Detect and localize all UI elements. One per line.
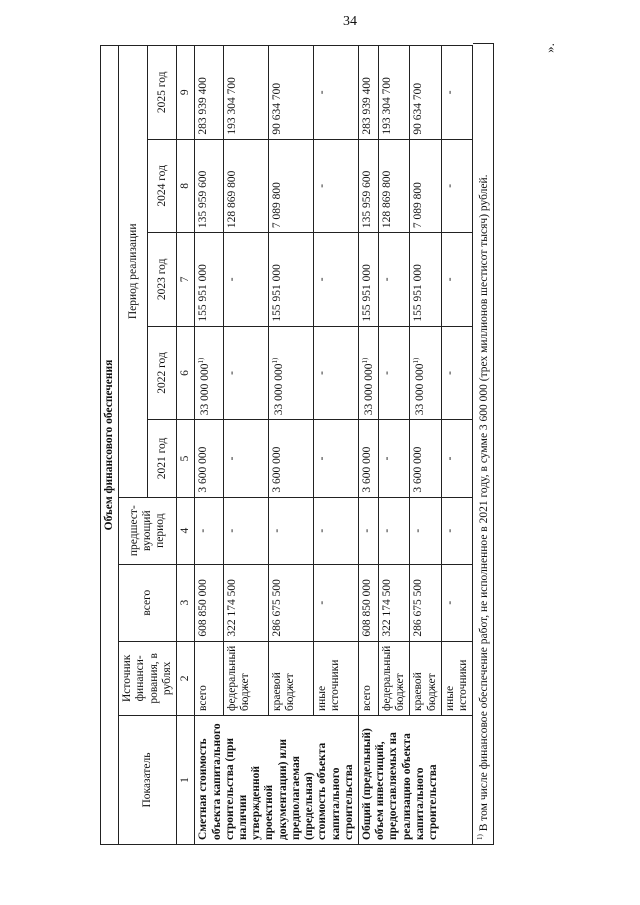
value-cell <box>378 420 409 497</box>
value-cell <box>223 46 268 140</box>
value-cell <box>441 233 472 327</box>
value-cell <box>410 139 441 233</box>
value-cell <box>313 326 358 420</box>
value-cell <box>195 420 224 497</box>
value-text: 155 951 000 <box>412 264 425 322</box>
value-text: - <box>443 600 456 605</box>
value-text: - <box>315 600 328 605</box>
value-text: - <box>360 528 373 533</box>
value-cell <box>195 233 224 327</box>
value-text: - <box>197 528 210 533</box>
value-cell <box>313 564 358 641</box>
page-number: 34 <box>343 14 357 29</box>
rotated-table-container <box>100 45 540 845</box>
closing-quote: ». <box>541 43 557 53</box>
value-cell <box>268 564 313 641</box>
value-text: 193 304 700 <box>225 77 238 135</box>
value-text: 322 174 500 <box>380 579 393 637</box>
column-number: 1 <box>177 716 195 845</box>
value-text: 283 939 400 <box>197 77 210 135</box>
column-number: 4 <box>177 497 195 564</box>
value-text: - <box>443 456 456 461</box>
value-text: - <box>315 528 328 533</box>
value-text: 193 304 700 <box>380 77 393 135</box>
value-cell <box>378 564 409 641</box>
value-text: 128 869 800 <box>225 170 238 229</box>
value-text: 3 600 000 <box>197 446 210 493</box>
column-number: 5 <box>177 420 195 497</box>
value-text: 90 634 700 <box>270 82 283 135</box>
value-cell <box>223 497 268 564</box>
value-text: - <box>225 277 238 282</box>
value-cell <box>223 326 268 420</box>
footnote-ref: 1) <box>412 357 421 364</box>
source-cell: краевой бюджет <box>410 641 441 715</box>
financing-table <box>100 45 473 845</box>
value-text: 33 000 000 <box>199 363 212 416</box>
table-row <box>358 46 378 845</box>
value-cell <box>358 233 378 327</box>
header-source: Источник финанси-рования, в рублях <box>119 641 177 715</box>
header-year: 2024 год <box>148 139 177 233</box>
value-text: - <box>412 528 425 533</box>
table-row <box>195 46 224 845</box>
value-cell <box>195 326 224 420</box>
value-text: 286 675 500 <box>412 579 425 637</box>
value-cell <box>441 139 472 233</box>
value-cell <box>378 46 409 140</box>
value-text: - <box>380 277 393 282</box>
header-year: 2025 год <box>148 46 177 140</box>
value-cell <box>195 497 224 564</box>
table-caption: Объем финансового обеспечения <box>101 46 119 845</box>
value-cell <box>378 139 409 233</box>
value-text: 283 939 400 <box>360 77 373 135</box>
footnote-ref: 1) <box>360 357 369 364</box>
source-cell: всего <box>195 641 224 715</box>
value-text: 155 951 000 <box>270 264 283 322</box>
value-cell <box>313 497 358 564</box>
value-text: - <box>380 371 393 375</box>
value-cell <box>268 233 313 327</box>
header-prev-period: предшест-вующий период <box>119 497 177 564</box>
value-cell <box>268 497 313 564</box>
value-cell <box>410 564 441 641</box>
value-text: - <box>315 90 328 95</box>
value-text: 3 600 000 <box>412 446 425 493</box>
value-cell <box>358 46 378 140</box>
value-cell <box>410 497 441 564</box>
header-year: 2021 год <box>148 420 177 497</box>
value-text: - <box>443 90 456 95</box>
header-indicator: Показатель <box>119 716 177 845</box>
value-cell <box>195 139 224 233</box>
value-text: 608 850 000 <box>197 579 210 637</box>
value-cell <box>195 564 224 641</box>
value-text: 135 959 600 <box>360 170 373 229</box>
value-cell <box>410 46 441 140</box>
value-cell <box>410 420 441 497</box>
source-cell: краевой бюджет <box>268 641 313 715</box>
value-cell <box>410 326 441 420</box>
value-text: 3 600 000 <box>270 446 283 493</box>
footnote <box>473 43 494 845</box>
value-text: 90 634 700 <box>412 82 425 135</box>
value-text: - <box>315 456 328 461</box>
column-number: 3 <box>177 564 195 641</box>
value-text: - <box>225 456 238 461</box>
value-text: - <box>443 371 456 375</box>
value-text: 128 869 800 <box>380 170 393 229</box>
value-text: 322 174 500 <box>225 579 238 637</box>
column-number: 7 <box>177 233 195 327</box>
indicator-label: Общий (предельный) объем инвестиций, предоставляемых на реализацию объекта капитального строительства <box>358 716 472 845</box>
column-number: 6 <box>177 326 195 420</box>
value-cell <box>358 326 378 420</box>
value-cell <box>378 497 409 564</box>
value-cell <box>223 139 268 233</box>
value-cell <box>268 326 313 420</box>
header-year: 2023 год <box>148 233 177 327</box>
value-text: 33 000 000 <box>414 363 427 416</box>
value-cell <box>358 139 378 233</box>
value-cell <box>195 46 224 140</box>
value-cell <box>410 233 441 327</box>
source-cell: федеральный бюджет <box>378 641 409 715</box>
value-cell <box>441 564 472 641</box>
value-cell <box>358 564 378 641</box>
value-cell <box>378 326 409 420</box>
value-cell <box>441 326 472 420</box>
column-number: 9 <box>177 46 195 140</box>
header-year: 2022 год <box>148 326 177 420</box>
value-cell <box>268 420 313 497</box>
value-text: 7 089 800 <box>412 182 425 229</box>
column-number: 8 <box>177 139 195 233</box>
value-text: 7 089 800 <box>270 182 283 229</box>
value-text: - <box>443 277 456 282</box>
value-cell <box>313 46 358 140</box>
value-cell <box>268 46 313 140</box>
value-text: - <box>443 183 456 188</box>
value-cell <box>441 497 472 564</box>
value-text: 33 000 000 <box>362 363 375 416</box>
value-text: - <box>225 371 238 375</box>
value-text: 155 951 000 <box>360 264 373 322</box>
value-text: - <box>270 528 283 533</box>
value-text: 33 000 000 <box>272 363 285 416</box>
value-text: 286 675 500 <box>270 579 283 637</box>
value-text: 608 850 000 <box>360 579 373 637</box>
value-text: 155 951 000 <box>197 264 210 322</box>
value-cell <box>441 46 472 140</box>
value-cell <box>268 139 313 233</box>
source-cell: иные источники <box>441 641 472 715</box>
value-cell <box>223 420 268 497</box>
value-text: - <box>380 528 393 533</box>
source-cell: федеральный бюджет <box>223 641 268 715</box>
value-text: - <box>380 456 393 461</box>
indicator-label: Сметная стоимость объекта капитального строительства (при наличии утвержденной проектной документации) или предполагаемая (предельная) стоимость объекта капитального строительства <box>195 716 359 845</box>
value-cell <box>358 497 378 564</box>
value-cell <box>223 564 268 641</box>
value-cell <box>441 420 472 497</box>
column-number: 2 <box>177 641 195 715</box>
footnote-mark: 1) <box>476 834 485 840</box>
source-cell: всего <box>358 641 378 715</box>
value-text: - <box>315 277 328 282</box>
header-total: всего <box>119 564 177 641</box>
value-cell <box>378 233 409 327</box>
value-cell <box>313 233 358 327</box>
value-cell <box>358 420 378 497</box>
value-cell <box>313 420 358 497</box>
value-cell <box>223 233 268 327</box>
header-period-group: Период реализации <box>119 46 148 498</box>
value-text: - <box>315 183 328 188</box>
footnote-ref: 1) <box>197 357 206 364</box>
value-cell <box>313 139 358 233</box>
value-text: - <box>225 528 238 533</box>
value-text: 3 600 000 <box>360 446 373 493</box>
footnote-ref: 1) <box>270 357 279 364</box>
value-text: - <box>315 371 328 375</box>
source-cell: иные источники <box>313 641 358 715</box>
value-text: - <box>443 528 456 533</box>
value-text: 135 959 600 <box>197 170 210 229</box>
footnote-text: В том числе финансовое обеспечение работ, не исполненное в 2021 году, в сумме 3 600 000 (трех миллионов шестисот тысяч) рублей. <box>478 174 491 832</box>
